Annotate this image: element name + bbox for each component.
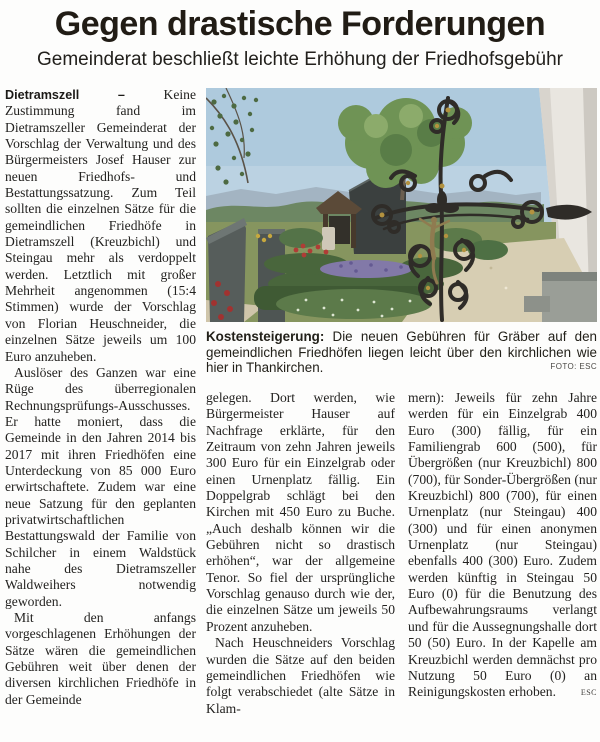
article-paragraph: gelegen. Dort werden, wie Bürgermeister Hauser auf Nachfrage erklärte, für den Zeitraum von zehn Jahren jeweils 300 Euro für ein Einzelgrab oder einen Urnenplatz fällig. Ein Doppelgrab schlägt bei den Kirchen mit 450 Euro zu Buche. „Auch deshalb können wir die Gebühren nicht so drastisch erhöhen“, war der allgemeine Tenor. So fiel der ursprüngliche Vorschlag genauso durch wie der, die einzelnen Sätze um jeweils 50 Prozent anzuheben.	[206, 390, 395, 634]
headline: Gegen drastische Forderungen	[54, 5, 546, 43]
photo-caption	[206, 329, 597, 376]
article-column-right	[408, 390, 597, 738]
article-column-left	[5, 87, 196, 737]
subheadline: Gemeinderat beschließt leichte Erhöhung der Friedhofsgebühr	[37, 49, 563, 70]
article-paragraph: Auslöser des Ganzen war eine Rüge des überregionalen Rechnungsprüfungs-Ausschusses. Er hatte moniert, dass die Gemeinde in den Jahren 2014 bis 2017 mit ihren Friedhöfen eine Unterdeckung von 85 000 Euro erwirtschaftete. Zudem war eine neue Satzung für den geplanten privatwirtschaftlichen Bestattungswald der Familie von Schilcher in einem Waldstück nahe des Dietramszeller Waldweihers notwendig geworden.	[5, 364, 196, 609]
caption-text: Die neuen Gebühren für Gräber auf den gemeindlichen Friedhöfen liegen leicht über den kirchlichen wie hier in Thankirchen.	[206, 329, 597, 376]
article-text: mern): Jeweils für zehn Jahre werden für ein Einzelgrab 400 Euro (300) fällig, für ein Familiengrab 600 (500), für Übergrößen (nur Kreuzbichl) 800 (700), für Sonder-Übergrößen (nur Kreuzbichl) 800 (700), für einen Urnenplatz (nur Steingau) 400 (300) und für einen anonymen Urnenplatz (nur Steingau) ebenfalls 400 (300) Euro. Zudem werden künftig in Steingau 50 Euro (0) für die Benutzung des Aufbewahrungsraums verlangt und für die Aussegnungshalle dort 50 (50) Euro. In der Kapelle am Kreuzbichl werden demnächst pro Nutzung 50 Euro (0) an Reinigungskosten erhoben.	[408, 390, 597, 700]
article-paragraph	[408, 390, 597, 701]
photo-block	[206, 88, 597, 376]
article-continuation	[206, 390, 597, 738]
article-paragraph: Nach Heuschneiders Vorschlag wurden die Sätze auf den beiden gemeindlichen Friedhöfen wie folgt verabschiedet (alte Sätze in Klam-	[206, 635, 395, 716]
article-lead-in: Dietramszell –	[5, 88, 125, 102]
lavender-flowers	[320, 260, 412, 278]
article-text: Keine Zustimmung fand im Dietramszeller Gemeinderat der Vorschlag der Verwaltung und des Bürgermeisters Josef Hauser zur neuen Friedhofs- und Bestattungssatzung. Zum Teil sollten die einzelnen Sätze für die gemeindlichen Friedhöfe in Dietramszell (Kreuzbichl) und Steingau mehr als verdoppelt werden. Letztlich mit großer Mehrheit angenommen (15:4 Stimmen) wurde der Vorschlag von Florian Heuschneider, die einzelnen Sätze jeweils um 100 Euro anzuheben.	[5, 87, 196, 364]
article-paragraph: Mit den anfangs vorgeschlagenen Erhöhungen der Sätze wären die gemeindlichen Gebühren weit über denen der diversen kirchlichen Friedhöfe in der Gemeinde	[5, 610, 196, 707]
photo-credit: FOTO: ESC	[550, 362, 597, 372]
cemetery-photo	[206, 88, 597, 322]
article-paragraph	[5, 87, 196, 365]
caption-lead: Kostensteigerung:	[206, 329, 325, 344]
article-column-middle	[206, 390, 395, 738]
author-signature: esc	[580, 686, 597, 699]
